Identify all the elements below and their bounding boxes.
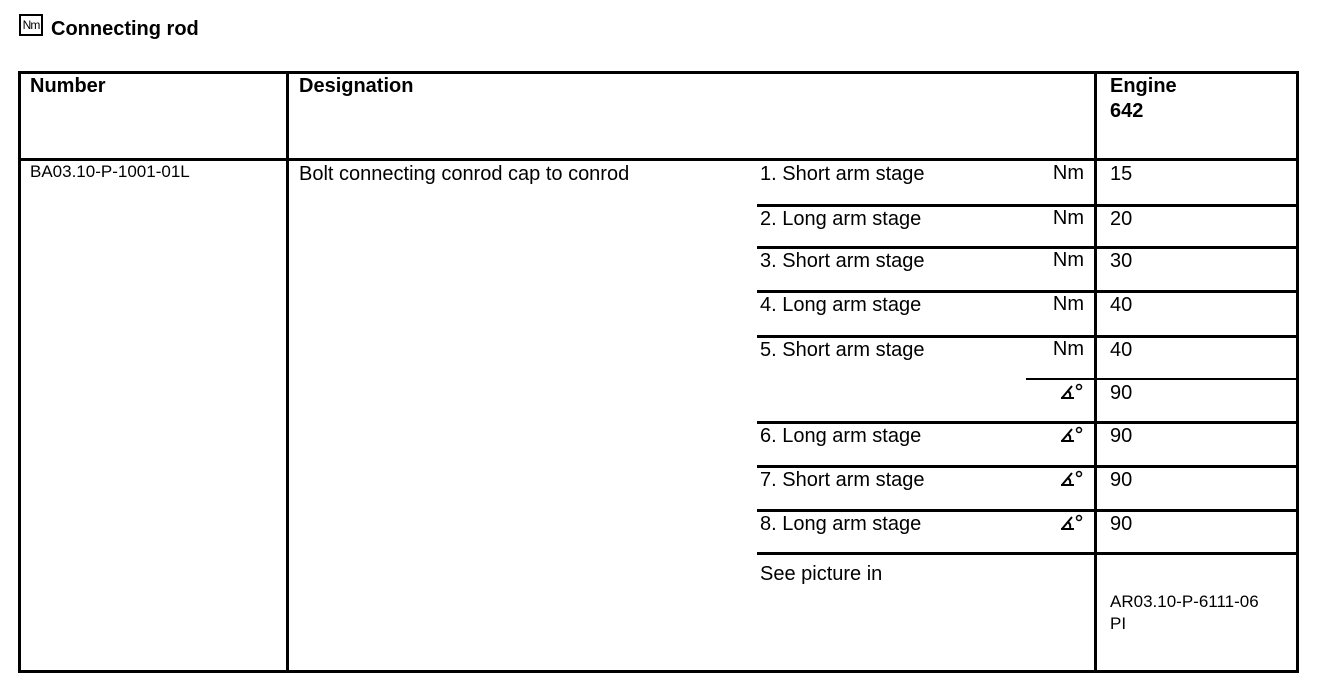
- header-engine: Engine: [1110, 75, 1177, 97]
- step-label: 3. Short arm stage: [760, 250, 925, 272]
- step-unit: Nm: [1052, 207, 1084, 229]
- page-title: Connecting rod: [51, 18, 199, 40]
- angle-degree-icon: [1058, 469, 1084, 489]
- step-value: 90: [1110, 425, 1133, 447]
- step-label: 6. Long arm stage: [760, 425, 922, 447]
- table-border-left: [18, 71, 21, 673]
- header-designation: Designation: [299, 75, 414, 97]
- row-separator: [757, 552, 1299, 555]
- step-unit: Nm: [1052, 249, 1084, 271]
- table-border-bottom: [18, 670, 1299, 673]
- step-label: 2. Long arm stage: [760, 208, 922, 230]
- step-unit: Nm: [1052, 293, 1084, 315]
- header-engine-model: 642: [1110, 100, 1144, 122]
- picture-reference-suffix: PI: [1110, 614, 1127, 633]
- picture-reference[interactable]: AR03.10-P-6111-06: [1110, 592, 1259, 611]
- row-designation: Bolt connecting conrod cap to conrod: [299, 163, 630, 185]
- angle-degree-icon: [1058, 425, 1084, 445]
- step-unit: Nm: [1052, 162, 1084, 184]
- angle-degree-icon: [1058, 513, 1084, 533]
- step-value: 90: [1110, 513, 1133, 535]
- step-value: 20: [1110, 208, 1133, 230]
- table-border-right: [1296, 71, 1299, 673]
- step-value: 90: [1110, 382, 1133, 404]
- step-label: 1. Short arm stage: [760, 163, 925, 185]
- step-value: 40: [1110, 294, 1133, 316]
- step-value: 90: [1110, 469, 1133, 491]
- step-label: 8. Long arm stage: [760, 513, 922, 535]
- column-separator: [286, 71, 289, 673]
- header-number: Number: [30, 75, 106, 97]
- table-border-top: [18, 71, 1299, 74]
- row-number: BA03.10-P-1001-01L: [30, 162, 190, 181]
- picture-label: See picture in: [760, 563, 883, 585]
- step-unit: Nm: [1052, 338, 1084, 360]
- header-separator: [18, 158, 1299, 161]
- step-value: 15: [1110, 163, 1133, 185]
- step-label: 4. Long arm stage: [760, 294, 922, 316]
- step-label: 5. Short arm stage: [760, 339, 925, 361]
- torque-nm-icon: Nm: [19, 14, 43, 36]
- step-label: 7. Short arm stage: [760, 469, 925, 491]
- step-value: 40: [1110, 339, 1133, 361]
- step-value: 30: [1110, 250, 1133, 272]
- column-separator: [1094, 71, 1097, 673]
- row-separator: [1026, 378, 1299, 380]
- angle-degree-icon: [1058, 382, 1084, 402]
